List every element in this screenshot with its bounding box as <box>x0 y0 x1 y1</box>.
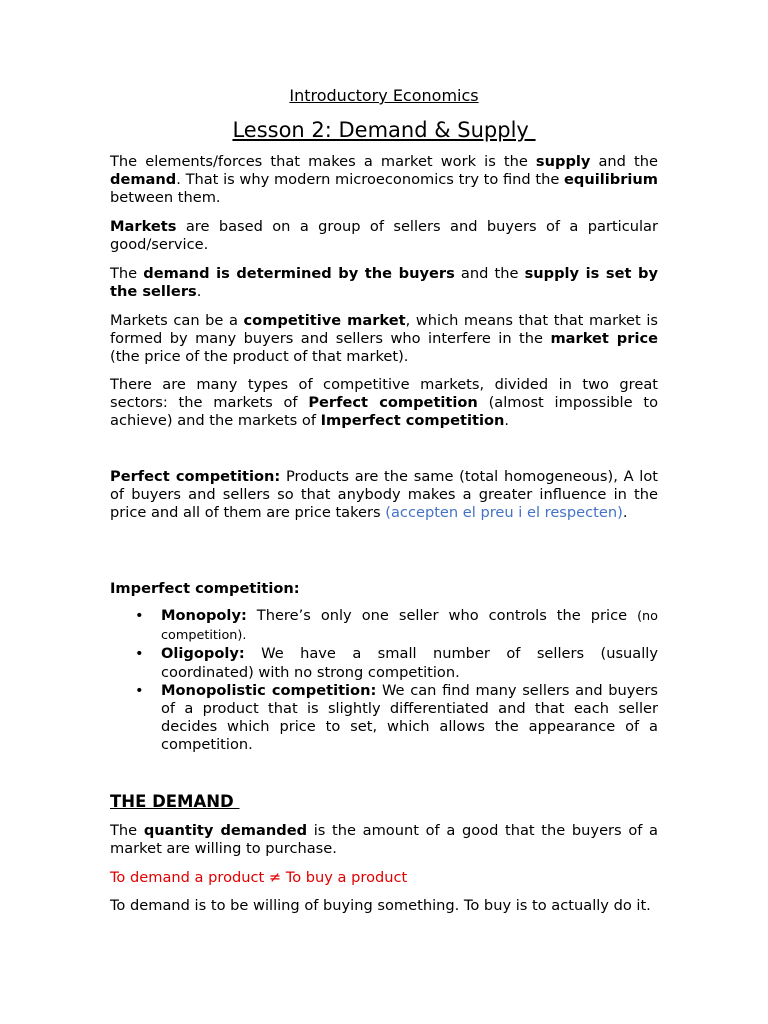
text-run: are based on a group of sellers and buyers of a particular good/service. <box>110 218 658 254</box>
text-run: The elements/forces that makes a market work is the <box>110 153 536 170</box>
text-run: There are many types of competitive markets, divided in two great sectors: the markets of <box>110 376 658 412</box>
text-run: The <box>110 822 144 839</box>
bold-term: Monopolistic competition: <box>161 681 377 699</box>
imperfect-competition-list <box>110 607 658 755</box>
text-run: is the amount of a good that the buyers of a market are willing to purchase. <box>110 822 658 858</box>
bold-term: supply <box>535 153 591 170</box>
paragraph-demand-supply-roles <box>110 265 658 301</box>
text-run: (almost impossible to achieve) and the markets of <box>110 394 659 430</box>
bullet-icon: • <box>135 681 144 699</box>
bold-term: market price <box>550 330 658 348</box>
paragraph-competitive-market <box>110 312 658 367</box>
bold-term: quantity demanded <box>143 822 308 839</box>
document-title: Introductory Economics <box>289 86 479 105</box>
bold-term: Oligopoly: <box>161 645 245 663</box>
bold-term: Imperfect competition <box>320 412 505 430</box>
list-item <box>110 682 658 755</box>
bold-term: supply is set by the sellers <box>110 265 658 301</box>
list-item <box>110 607 658 645</box>
bold-term: Perfect competition: <box>110 468 281 485</box>
imperfect-competition-heading <box>110 580 658 598</box>
paragraph-quantity-demanded <box>110 822 658 858</box>
bullet-icon: • <box>135 607 144 624</box>
bold-term: equilibrium <box>564 171 658 189</box>
paragraph-market-types <box>110 376 658 431</box>
text-run: There’s only one seller who controls the price <box>246 607 638 624</box>
text-run: The <box>110 265 144 282</box>
bold-term: Imperfect competition: <box>110 580 300 597</box>
bold-term: Perfect competition <box>308 394 478 412</box>
text-run: between them. <box>110 189 221 207</box>
text-run: . <box>504 412 509 430</box>
paragraph-perfect-competition <box>110 468 658 523</box>
bold-term: competitive market <box>243 312 406 329</box>
bold-term: Markets <box>110 218 177 235</box>
paragraph-markets <box>110 218 658 254</box>
text-run: We can find many sellers and buyers of a product that is slightly differentiated and that each seller decides which price to set, which allows the appearance of a competition. <box>161 681 658 754</box>
bold-term: demand <box>110 171 177 189</box>
translation-note: (accepten el preu i el respecten) <box>385 504 623 522</box>
bold-term: demand is determined by the buyers <box>143 265 455 282</box>
text-run: . <box>622 504 628 522</box>
text-run: Products are the same (total homogeneous), A lot of buyers and sellers so that anybody makes a greater influence in the price and all of them are price takers <box>110 468 658 522</box>
text-run: and the <box>454 265 525 282</box>
text-run: (the price of the product of that market). <box>110 348 409 366</box>
highlight-demand-vs-buy: To demand a product ≠ To buy a product <box>110 869 408 886</box>
list-item <box>110 645 658 681</box>
text-run: Markets can be a <box>110 312 244 329</box>
text-run: . <box>196 283 202 301</box>
text-run: , which means that that market is formed by many buyers and sellers who interfere in the <box>110 312 658 348</box>
lesson-title: Lesson 2: Demand & Supply <box>232 118 536 142</box>
text-run: and the <box>590 153 658 170</box>
paragraph-market-forces <box>110 153 658 208</box>
text-run: We have a small number of sellers (usually coordinated) with no strong competition. <box>161 645 658 681</box>
section-heading-demand: THE DEMAND <box>110 792 240 811</box>
text-run: (no competition). <box>161 609 658 644</box>
text-run: . That is why modern microeconomics try to find the <box>176 171 565 189</box>
bullet-icon: • <box>135 645 144 663</box>
bold-term: Monopoly: <box>161 607 247 624</box>
paragraph-demand-definition: To demand is to be willing of buying something. To buy is to actually do it. <box>110 897 651 914</box>
